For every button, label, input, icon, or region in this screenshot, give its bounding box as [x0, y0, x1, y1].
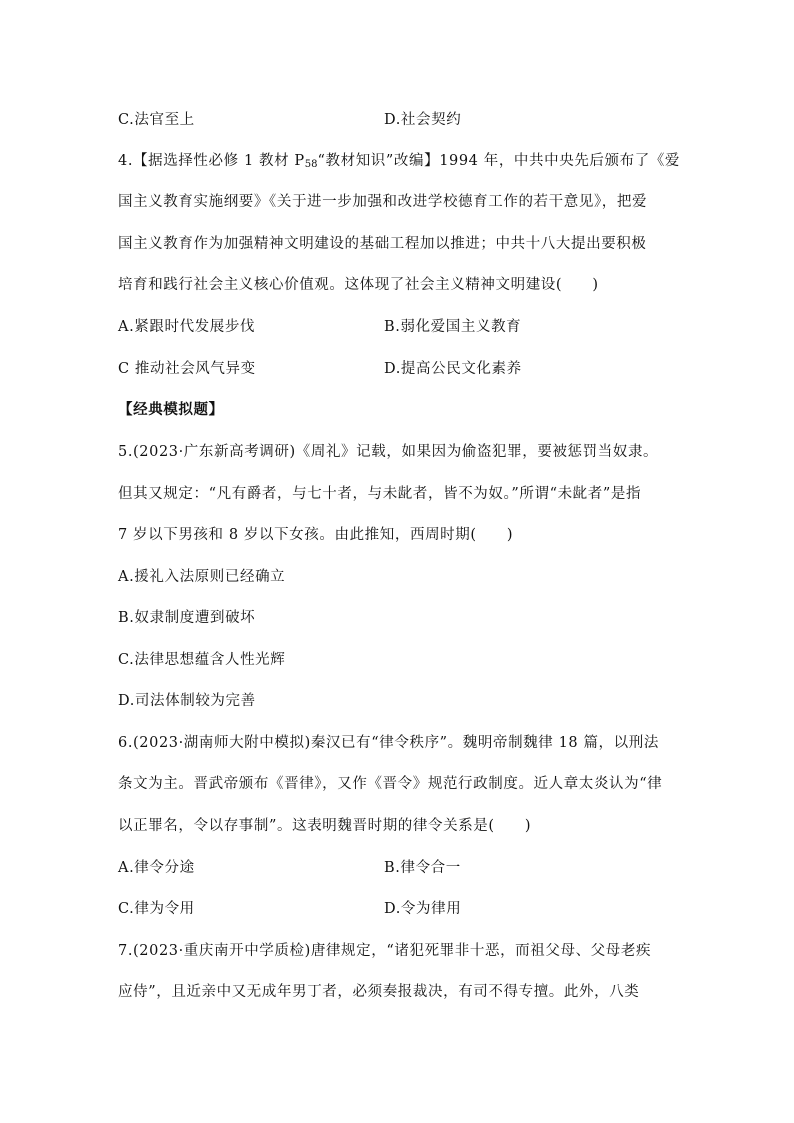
- q6-option-a: A.律令分途: [118, 860, 195, 876]
- q7-stem-line-2: 应侍”，且近亲中又无成年男丁者，必须奏报裁决，有司不得专擅。此外，八类: [118, 984, 640, 1000]
- q6-option-b: B.律令合一: [384, 860, 461, 876]
- q6-stem-line-1: 6.(2023·湖南师大附中模拟)秦汉已有“律令秩序”。魏明帝制魏律 18 篇，以刑法: [118, 735, 659, 751]
- q5-option-c: C.法律思想蕴含人性光辉: [118, 652, 286, 668]
- q4-stem-line-1-suffix: “教材知识”改编】1994 年，中共中央先后颁布了《爱: [317, 153, 681, 169]
- q4-stem-line-1: [118, 151, 680, 175]
- q5-stem-line-3: 7 岁以下男孩和 8 岁以下女孩。由此推知，西周时期( ): [118, 527, 514, 543]
- q6-option-d: D.令为律用: [384, 901, 462, 917]
- q3-option-d: D.社会契约: [384, 112, 462, 128]
- q5-option-d: D.司法体制较为完善: [118, 693, 256, 709]
- q4-option-c: C 推动社会风气异变: [118, 361, 256, 377]
- q4-page-subscript: 58: [304, 159, 318, 170]
- q4-stem-line-3: 国主义教育作为加强精神文明建设的基础工程加以推进；中共十八大提出要积极: [118, 236, 647, 252]
- q5-stem-line-1: 5.(2023·广东新高考调研)《周礼》记载，如果因为偷盗犯罪，要被惩罚当奴隶。: [118, 444, 659, 460]
- q4-option-a: A.紧跟时代发展步伐: [118, 319, 256, 335]
- q6-option-c: C.律为令用: [118, 901, 195, 917]
- section-header: 【经典模拟题】: [118, 401, 224, 418]
- q4-option-d: D.提高公民文化素养: [384, 361, 522, 377]
- q4-stem-line-2: 国主义教育实施纲要》《关于进一步加强和改进学校德育工作的若干意见》，把爱: [118, 194, 648, 210]
- q5-stem-line-2: 但其又规定：“凡有爵者，与七十者，与未龀者，皆不为奴。”所谓“未龀者”是指: [118, 486, 642, 502]
- q4-stem-line-4: 培育和践行社会主义核心价值观。这体现了社会主义精神文明建设( ): [118, 277, 599, 293]
- q4-stem-line-1-prefix: 4.【据选择性必修 1 教材 P: [118, 153, 305, 169]
- q6-stem-line-3: 以正罪名，令以存事制”。这表明魏晋时期的律令关系是( ): [118, 818, 532, 834]
- q6-stem-line-2: 条文为主。晋武帝颁布《晋律》，又作《晋令》规范行政制度。近人章太炎认为“律: [118, 776, 663, 792]
- q5-option-a: A.援礼入法原则已经确立: [118, 569, 286, 585]
- q4-option-b: B.弱化爱国主义教育: [384, 319, 522, 335]
- q3-option-c: C.法官至上: [118, 112, 195, 128]
- q5-option-b: B.奴隶制度遭到破坏: [118, 610, 256, 626]
- q7-stem-line-1: 7.(2023·重庆南开中学质检)唐律规定，“诸犯死罪非十恶，而祖父母、父母老疾: [118, 943, 652, 959]
